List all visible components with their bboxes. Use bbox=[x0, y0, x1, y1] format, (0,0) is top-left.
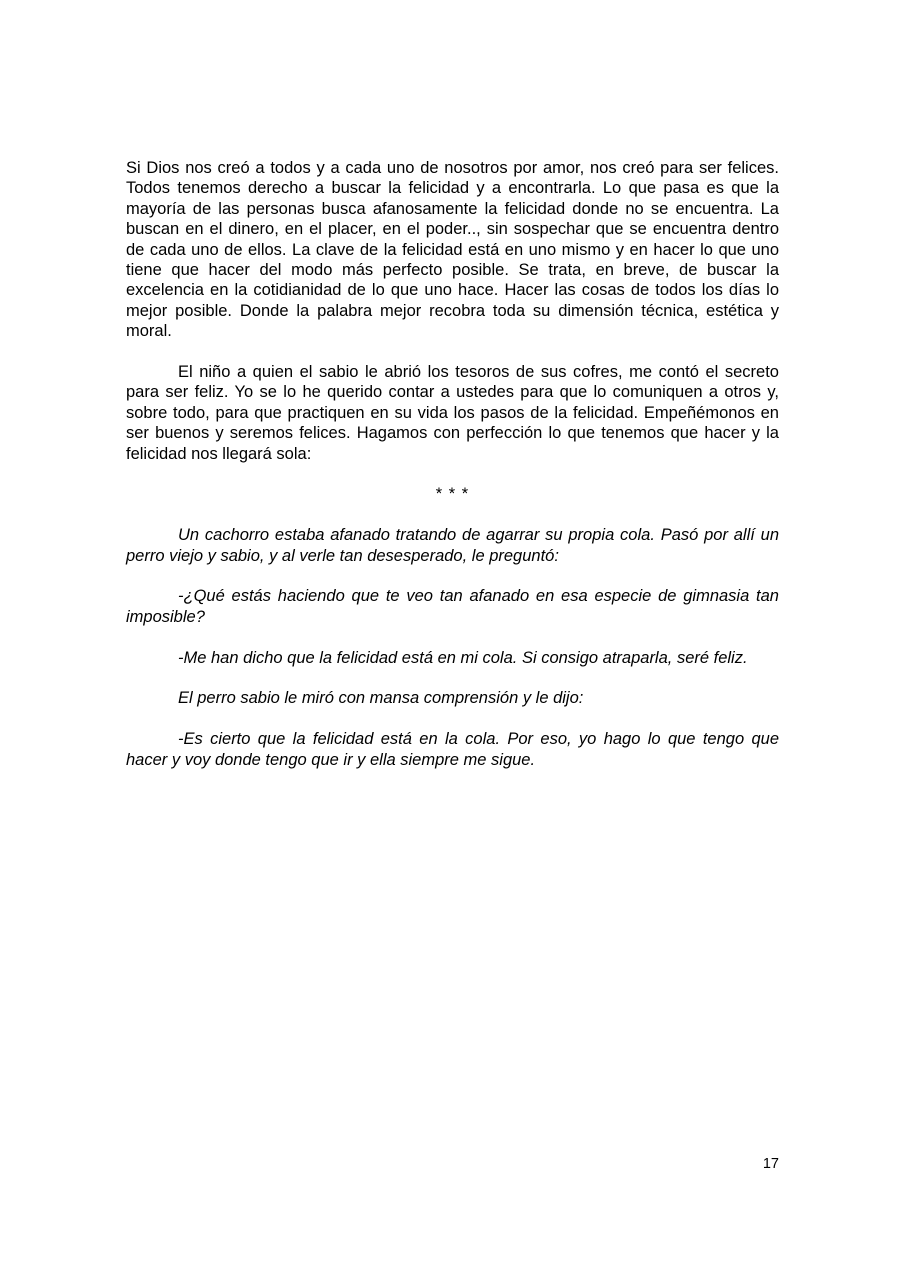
story-paragraph-3: -Me han dicho que la felicidad está en mi cola. Si consigo atraparla, seré feliz. bbox=[178, 648, 748, 667]
story-paragraph-1: Un cachorro estaba afanado tratando de agarrar su propia cola. Pasó por allí un perro viejo y sabio, y al verle tan desesperado, le preguntó: bbox=[126, 526, 779, 565]
story-paragraph-2: -¿Qué estás haciendo que te veo tan afanado en esa especie de gimnasia tan imposible? bbox=[126, 587, 779, 626]
paragraph-secret: El niño a quien el sabio le abrió los tesoros de sus cofres, me contó el secreto para ser feliz. Yo se lo he querido contar a ustedes para que lo comuniquen a otros y, sobre todo, para que practiquen en su vida los pasos de la felicidad. Empeñémonos en ser buenos y seremos felices. Hagamos con perfección lo que tenemos que hacer y la felicidad nos llegará sola: bbox=[126, 363, 779, 463]
section-separator: * * * bbox=[435, 485, 470, 504]
paragraph-intro: Si Dios nos creó a todos y a cada uno de nosotros por amor, nos creó para ser felices. Todos tenemos derecho a buscar la felicidad y a encontrarla. Lo que pasa es que la mayoría de las personas busca afanosamente la felicidad donde no se encuentra. La buscan en el dinero, en el placer, en el poder.., sin sospechar que se encuentra dentro de cada uno de ellos. La clave de la felicidad está en uno mismo y en hacer lo que uno tiene que hacer del modo más perfecto posible. Se trata, en breve, de buscar la excelencia en la cotidianidad de lo que uno hace. Hacer las cosas de todos los días lo mejor posible. Donde la palabra mejor recobra toda su dimensión técnica, estética y moral. bbox=[126, 159, 779, 341]
body-text bbox=[126, 158, 779, 770]
page-number: 17 bbox=[762, 1156, 779, 1172]
story-paragraph-5: -Es cierto que la felicidad está en la cola. Por eso, yo hago lo que tengo que hacer y voy donde tengo que ir y ella siempre me sigue. bbox=[126, 730, 779, 769]
story-paragraph-4: El perro sabio le miró con mansa comprensión y le dijo: bbox=[178, 689, 584, 708]
